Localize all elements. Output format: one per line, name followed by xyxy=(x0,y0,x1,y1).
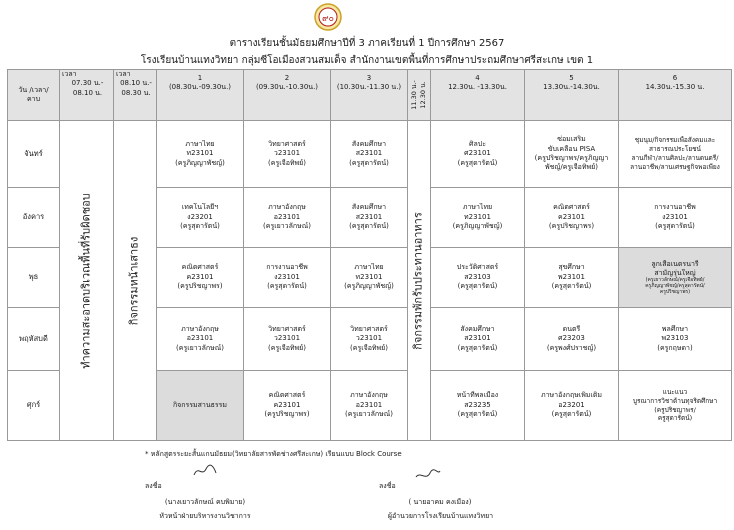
teacher-name: (ครูกฤษดา) xyxy=(657,343,693,352)
teacher-name: (ครูเยาวลักษณ์) xyxy=(345,410,393,419)
subject-code: ศ23101 xyxy=(464,149,491,158)
time-col-b-label: เวลา xyxy=(116,70,131,78)
subject-name: สังคมศึกษา xyxy=(351,203,387,212)
subject-code: ง23101 xyxy=(274,272,300,281)
day-label: พฤหัสบดี xyxy=(8,308,60,371)
timetable-cell xyxy=(431,308,525,371)
signature-right-label: ลงชื่อ xyxy=(379,482,396,490)
timetable-cell xyxy=(431,248,525,308)
timetable-cell xyxy=(431,371,525,441)
subject-code: ว23101 xyxy=(355,334,383,343)
teacher-name: (ครูเจือทิพย์) xyxy=(268,158,306,167)
timetable-cell xyxy=(331,248,408,308)
period-6-header xyxy=(619,70,732,121)
period-num: 5 xyxy=(569,74,574,82)
teacher-name: ครูสุดารัตน์) xyxy=(657,414,693,423)
subject-name: หน้าที่พลเมือง xyxy=(456,391,499,400)
subject-name: ภาษาไทย xyxy=(354,263,384,272)
subject-name: สาธารณประโยชน์ xyxy=(648,145,702,154)
subject-code: ส23103 xyxy=(464,272,491,281)
subject-name: คณิตศาสตร์ xyxy=(553,203,590,212)
signature-right-name: ( นายอาคม คงเมือง) xyxy=(408,498,472,506)
signature-left-name: (นางเยาวลักษณ์ คบพิมาย) xyxy=(164,498,246,506)
subject-name: ภาษาไทย xyxy=(462,203,493,212)
teacher-name: ครูภิญญาพัชญ์/ครูสุดารัตน์/ xyxy=(645,282,705,289)
subject-name: แนะแนว xyxy=(662,387,688,396)
subject-name: กิจกรรมสานธรรม xyxy=(172,400,228,409)
teacher-name: ครูปริชญาพร) xyxy=(659,288,691,295)
subject-name: ภาษาอังกฤษ xyxy=(350,391,388,400)
teacher-name: (ครูเยาวลักษณ์) xyxy=(176,343,224,352)
teacher-name: พัชญ์/ครูเจือทิพย์) xyxy=(545,163,598,172)
period-time: 13.30น.-14.30น. xyxy=(543,83,600,92)
period-time: 14.30น.-15.30 น. xyxy=(645,83,705,92)
subject-code: ว23101 xyxy=(273,334,301,343)
subject-code: พ23101 xyxy=(558,272,585,281)
period-3-header xyxy=(331,70,408,121)
logo-text: ๙๐ xyxy=(321,14,335,24)
timetable-cell xyxy=(619,248,732,308)
teacher-name: (ครูสุดารัตน์) xyxy=(457,343,498,352)
teacher-name: (ครูปริชญาพร) xyxy=(177,282,223,291)
subject-name: คณิตศาสตร์ xyxy=(268,391,306,400)
day-time-header: วัน /เวลา/ คาบ xyxy=(8,70,60,121)
period-num: 1 xyxy=(197,74,203,82)
timetable-cell xyxy=(619,188,732,248)
signature-left-label: ลงชื่อ xyxy=(145,482,162,490)
lunch-column xyxy=(408,121,431,441)
teacher-name: (ครูสุดารัตน์) xyxy=(349,158,389,167)
subject-name: สุขศึกษา xyxy=(558,263,585,272)
teacher-name: (ครูภิญญาพัชญ์) xyxy=(452,222,503,231)
subject-code: ว23101 xyxy=(273,149,301,158)
subject-code: ง23201 xyxy=(187,212,213,221)
timetable-cell xyxy=(244,188,331,248)
subject-code: ขับเคลื่อน PISA xyxy=(547,144,596,153)
subject-code: ส23101 xyxy=(355,149,383,158)
timetable-cell xyxy=(525,371,619,441)
timetable-cell xyxy=(431,188,525,248)
cleaning-activity-column xyxy=(60,121,114,441)
timetable-cell xyxy=(157,371,244,441)
timetable-cell xyxy=(331,188,408,248)
teacher-name: (ครูสุดารัตน์) xyxy=(180,222,220,231)
subject-name: วิทยาศาสตร์ xyxy=(350,324,388,333)
lunch-label: กิจกรรมพักรับประทานอาหาร xyxy=(411,211,425,350)
timetable-cell xyxy=(525,248,619,308)
subject-name: พลศึกษา xyxy=(661,324,689,333)
timetable-cell xyxy=(244,308,331,371)
signature-right-position: ผู้อำนวยการโรงเรียนบ้านแทงวิทยา xyxy=(387,512,494,520)
teacher-name: (ครูสุดารัตน์) xyxy=(457,282,498,291)
teacher-name: (ครูปริชญาพร) xyxy=(264,410,310,419)
subject-code: ท23101 xyxy=(464,212,491,221)
subject-code: ค23101 xyxy=(558,212,585,221)
flag-activity-column xyxy=(114,121,157,441)
timetable-cell xyxy=(244,121,331,188)
day-label: ศุกร์ xyxy=(8,371,60,441)
period-time: (09.30น.-10.30น.) xyxy=(255,83,319,92)
subject-name: ชุมนุม/กิจกรรมเพื่อสังคมและ xyxy=(634,136,716,145)
subject-code: ค23101 xyxy=(273,400,301,409)
time-col-a-label: เวลา xyxy=(62,70,77,78)
subject-name: สามัญรุ่นใหญ่ xyxy=(654,268,696,277)
period-5-header xyxy=(525,70,619,121)
period-4-header xyxy=(431,70,525,121)
timetable-cell xyxy=(157,188,244,248)
subject-code: ท23101 xyxy=(355,272,383,281)
subject-name: ลานกีฬา/ลานศิลปะ/ลานดนตรี/ xyxy=(631,154,719,162)
timetable-cell xyxy=(244,371,331,441)
timetable-cell xyxy=(157,248,244,308)
timetable-cell xyxy=(619,308,732,371)
subject-code: ส23235 xyxy=(464,400,491,409)
day-label: พุธ xyxy=(8,248,60,308)
page-title: ตารางเรียนชั้นมัธยมศึกษาปีที่ 3 ภาคเรียนที่ 1 ปีการศึกษา 2567 xyxy=(229,38,505,49)
signature-left-mark xyxy=(192,463,218,479)
subject-code: อ23101 xyxy=(355,400,383,409)
lunch-time-header xyxy=(408,70,431,121)
subject-code: ส23101 xyxy=(464,334,491,343)
subject-name: ภาษาไทย xyxy=(185,139,215,148)
teacher-name: (ครูปริชญาพร/ xyxy=(654,405,696,414)
period-num: 4 xyxy=(475,74,480,82)
subject-name: ลานอาชีพ/ลานเศรษฐกิจพอเพียง xyxy=(630,162,720,171)
teacher-name: (ครูเยาวลักษณ์) xyxy=(263,222,311,231)
time-col-b-value: 08.10 น.- 08.30 น. xyxy=(120,79,152,97)
subject-name: ประวัติศาสตร์ xyxy=(456,263,499,272)
subject-name: ซ่อมเสริม xyxy=(557,135,586,144)
period-1-header xyxy=(157,70,244,121)
subject-name: ภาษาอังกฤษ xyxy=(268,203,306,212)
teacher-name: (ครูเยาวลักษณ์/ครูเจือทิพย์/ xyxy=(645,276,705,283)
timetable-cell xyxy=(157,121,244,188)
timetable-cell xyxy=(157,308,244,371)
subject-name: คณิตศาสตร์ xyxy=(181,263,219,272)
day-label: อังคาร xyxy=(8,188,60,248)
timetable xyxy=(7,69,732,441)
period-2-header xyxy=(244,70,331,121)
teacher-name: (ครูสุดารัตน์) xyxy=(551,282,592,291)
teacher-name: (ครูสุดารัตน์) xyxy=(551,410,592,419)
timetable-cell xyxy=(331,121,408,188)
school-emblem-logo xyxy=(313,2,343,32)
teacher-name: (ครูสุดารัตน์) xyxy=(267,282,307,291)
subject-name: สังคมศึกษา xyxy=(351,139,387,148)
period-num: 3 xyxy=(366,74,372,82)
subject-name: ภาษาอังกฤษ xyxy=(181,324,219,333)
period-num: 6 xyxy=(672,74,678,82)
subject-name: ดนตรี xyxy=(562,324,581,333)
subject-name: การงานอาชีพ xyxy=(654,203,696,212)
subject-code: อ23101 xyxy=(186,334,214,343)
period-time: 12.30น. -13.30น. xyxy=(448,83,507,92)
timetable-cell xyxy=(525,121,619,188)
timetable-cell xyxy=(619,121,732,188)
period-num: 2 xyxy=(284,74,290,82)
subject-code: ง23101 xyxy=(662,212,688,221)
teacher-name: (ครูภิญญาพัชญ์) xyxy=(175,158,225,167)
teacher-name: (ครูภิญญาพัชญ์) xyxy=(344,282,394,291)
subject-code: อ23201 xyxy=(558,400,585,409)
signature-right-mark xyxy=(414,467,442,483)
subject-code: อ23101 xyxy=(273,212,301,221)
subject-code: ท23101 xyxy=(186,149,214,158)
subject-name: บูรณาการวิชาต้านทุจริตศึกษา xyxy=(632,396,718,405)
teacher-name: (ครูเจือทิพย์) xyxy=(268,343,306,352)
subject-name: ลูกเสือเนตรนารี xyxy=(651,260,699,269)
subject-code: พ23103 xyxy=(661,334,689,343)
teacher-name: (ครูปริชญาพร) xyxy=(548,222,595,231)
teacher-name: (ครูสุดารัตน์) xyxy=(349,222,389,231)
teacher-name: (ครูสุดารัตน์) xyxy=(457,410,498,419)
time-col-b-header xyxy=(114,70,157,121)
teacher-name: (ครูเจือทิพย์) xyxy=(350,343,388,352)
subject-name: สังคมศึกษา xyxy=(460,324,495,333)
subject-name: วิทยาศาสตร์ xyxy=(268,139,306,148)
header-row xyxy=(8,70,732,121)
page-subtitle: โรงเรียนบ้านแทงวิทยา กลุ่มซีโอเมืองสวนสมเด็จ สำนักงานเขตพื้นที่การศึกษาประถมศึกษาศรีสะเกษ เขต 1 xyxy=(140,55,594,66)
subject-code: ค23101 xyxy=(186,272,214,281)
timetable-cell xyxy=(331,308,408,371)
subject-code: ส23101 xyxy=(355,212,383,221)
teacher-name: (ครูสุดารัตน์) xyxy=(457,158,498,167)
signature-left-position: หัวหน้าฝ่ายบริหารงานวิชาการ xyxy=(159,512,251,520)
period-time: (10.30น.-11.30 น.) xyxy=(336,83,402,92)
period-time: (08.30น.-09.30น.) xyxy=(168,83,232,92)
time-col-a-value: 07.30 น.- 08.10 น. xyxy=(71,79,104,97)
teacher-name: (ครูปริชญาพร/ครูภิญญา xyxy=(534,154,609,162)
cleaning-activity-label: ทำความสะอาดบริเวณพื้นที่รับผิดชอบ xyxy=(79,192,93,369)
flag-activity-label: กิจกรรมหน้าเสาธง xyxy=(127,236,141,325)
time-col-a-header xyxy=(60,70,114,121)
timetable-cell xyxy=(331,371,408,441)
subject-name: วิทยาศาสตร์ xyxy=(268,324,306,333)
subject-name: การงานอาชีพ xyxy=(266,263,308,272)
lunch-time-label: 11.30 น.- 12.30 น. xyxy=(410,80,427,110)
timetable-cell xyxy=(619,371,732,441)
curriculum-note: * หลักสูตรระยะสั้นแกนมัธยม(วิทยาลัยสารพัดช่างศรีสะเกษ) เรียนแบบ Block Course xyxy=(145,450,402,458)
teacher-name: (ครูพงศ์ปราชญ์) xyxy=(546,343,597,352)
subject-name: ภาษาอังกฤษเพิ่มเติม xyxy=(541,391,602,400)
table-row-monday xyxy=(8,121,732,188)
subject-name: ศิลปะ xyxy=(469,139,486,148)
teacher-name: (ครูสุดารัตน์) xyxy=(655,222,695,231)
day-label: จันทร์ xyxy=(8,121,60,188)
subject-name: เทคโนโลยีฯ xyxy=(181,203,219,212)
timetable-cell xyxy=(525,188,619,248)
subject-code: ศ23203 xyxy=(558,334,585,343)
timetable-cell xyxy=(244,248,331,308)
timetable-cell xyxy=(525,308,619,371)
timetable-cell xyxy=(431,121,525,188)
